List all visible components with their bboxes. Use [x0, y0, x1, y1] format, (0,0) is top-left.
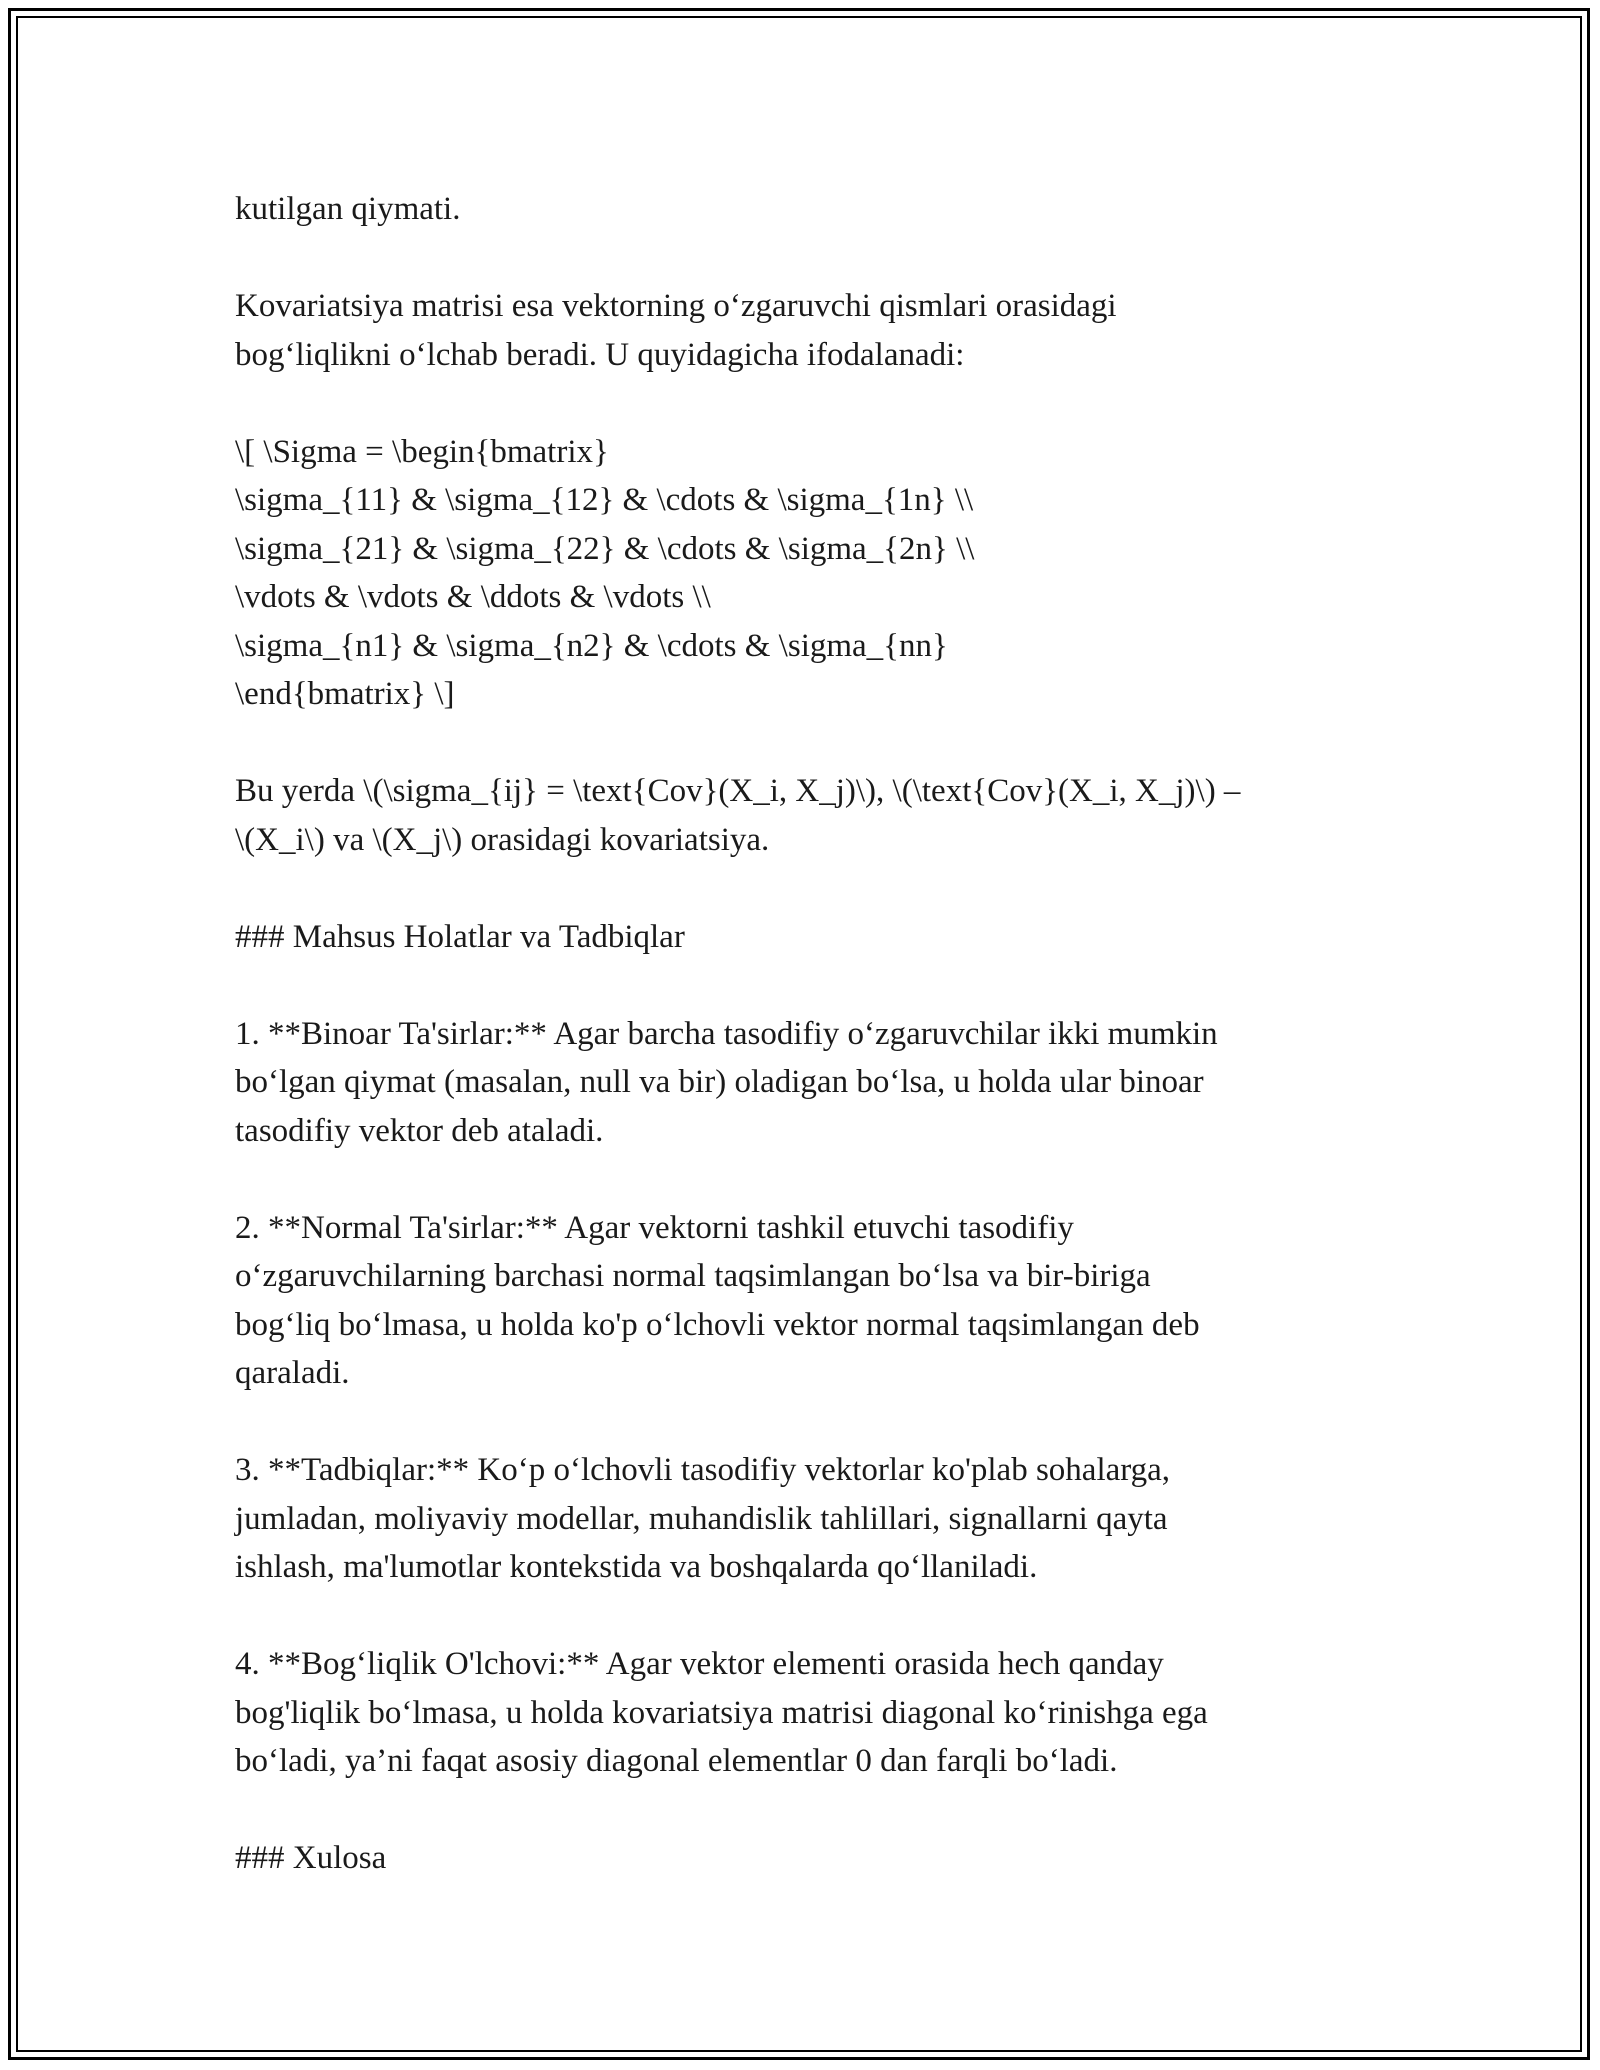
- blank-line: [235, 961, 1375, 1010]
- section-heading: ### Xulosa: [235, 1840, 387, 1876]
- formula-line: \end{bmatrix} \]: [235, 676, 455, 712]
- list-item-line: bo‘ladi, ya’ni faqat asosiy diagonal elementlar 0 dan farqli bo‘ladi.: [235, 1743, 1118, 1779]
- list-item-line: 1. **Binoar Ta'sirlar:** Agar barcha tasodifiy o‘zgaruvchilar ikki mumkin: [235, 1015, 1218, 1052]
- blank-line: [235, 1155, 1375, 1204]
- section-heading: ### Mahsus Holatlar va Tadbiqlar: [235, 918, 685, 955]
- list-item-line: bog'liqlik bo‘lmasa, u holda kovariatsiya matrisi diagonal ko‘rinishga ega: [235, 1694, 1208, 1731]
- blank-line: [235, 1398, 1375, 1447]
- formula-line: \vdots & \vdots & \ddots & \vdots \\: [235, 579, 711, 615]
- list-item-line: 3. **Tadbiqlar:** Ko‘p o‘lchovli tasodifiy vektorlar ko'plab sohalarga,: [235, 1452, 1171, 1488]
- document-body: [235, 185, 1375, 1883]
- list-item-line: tasodifiy vektor deb ataladi.: [235, 1112, 604, 1149]
- list-item-line: bog‘liq bo‘lmasa, u holda ko'p o‘lchovli vektor normal taqsimlangan deb: [235, 1306, 1200, 1343]
- list-item-line: o‘zgaruvchilarning barchasi normal taqsimlangan bo‘lsa va bir-biriga: [235, 1258, 1151, 1294]
- blank-line: [235, 864, 1375, 913]
- blank-line: [235, 1786, 1375, 1835]
- text-line: bog‘liqlikni o‘lchab beradi. U quyidagicha ifodalanadi:: [235, 336, 965, 373]
- formula-line: \[ \Sigma = \begin{bmatrix}: [235, 433, 609, 470]
- blank-line: [235, 1592, 1375, 1641]
- blank-line: [235, 234, 1375, 283]
- text-line: \(X_i\) va \(X_j\) orasidagi kovariatsiya.: [235, 821, 770, 858]
- list-item-line: 4. **Bog‘liqlik O'lchovi:** Agar vektor elementi orasida hech qanday: [235, 1646, 1164, 1682]
- text-line: Bu yerda \(\sigma_{ij} = \text{Cov}(X_i, X_j)\), \(\text{Cov}(X_i, X_j)\) –: [235, 773, 1241, 809]
- text-line: kutilgan qiymati.: [235, 191, 461, 227]
- list-item-line: bo‘lgan qiymat (masalan, null va bir) oladigan bo‘lsa, u holda ular binoar: [235, 1064, 1204, 1100]
- list-item-line: 2. **Normal Ta'sirlar:** Agar vektorni tashkil etuvchi tasodifiy: [235, 1209, 1074, 1246]
- formula-line: \sigma_{n1} & \sigma_{n2} & \cdots & \sigma_{nn}: [235, 627, 948, 664]
- list-item-line: ishlash, ma'lumotlar kontekstida va boshqalarda qo‘llaniladi.: [235, 1549, 1038, 1585]
- formula-line: \sigma_{11} & \sigma_{12} & \cdots & \sigma_{1n} \\: [235, 482, 974, 518]
- list-item-line: qaraladi.: [235, 1355, 350, 1391]
- formula-line: \sigma_{21} & \sigma_{22} & \cdots & \sigma_{2n} \\: [235, 530, 975, 567]
- text-line: Kovariatsiya matrisi esa vektorning o‘zgaruvchi qismlari orasidagi: [235, 288, 1117, 324]
- list-item-line: jumladan, moliyaviy modellar, muhandislik tahlillari, signallarni qayta: [235, 1500, 1168, 1537]
- blank-line: [235, 719, 1375, 768]
- blank-line: [235, 379, 1375, 428]
